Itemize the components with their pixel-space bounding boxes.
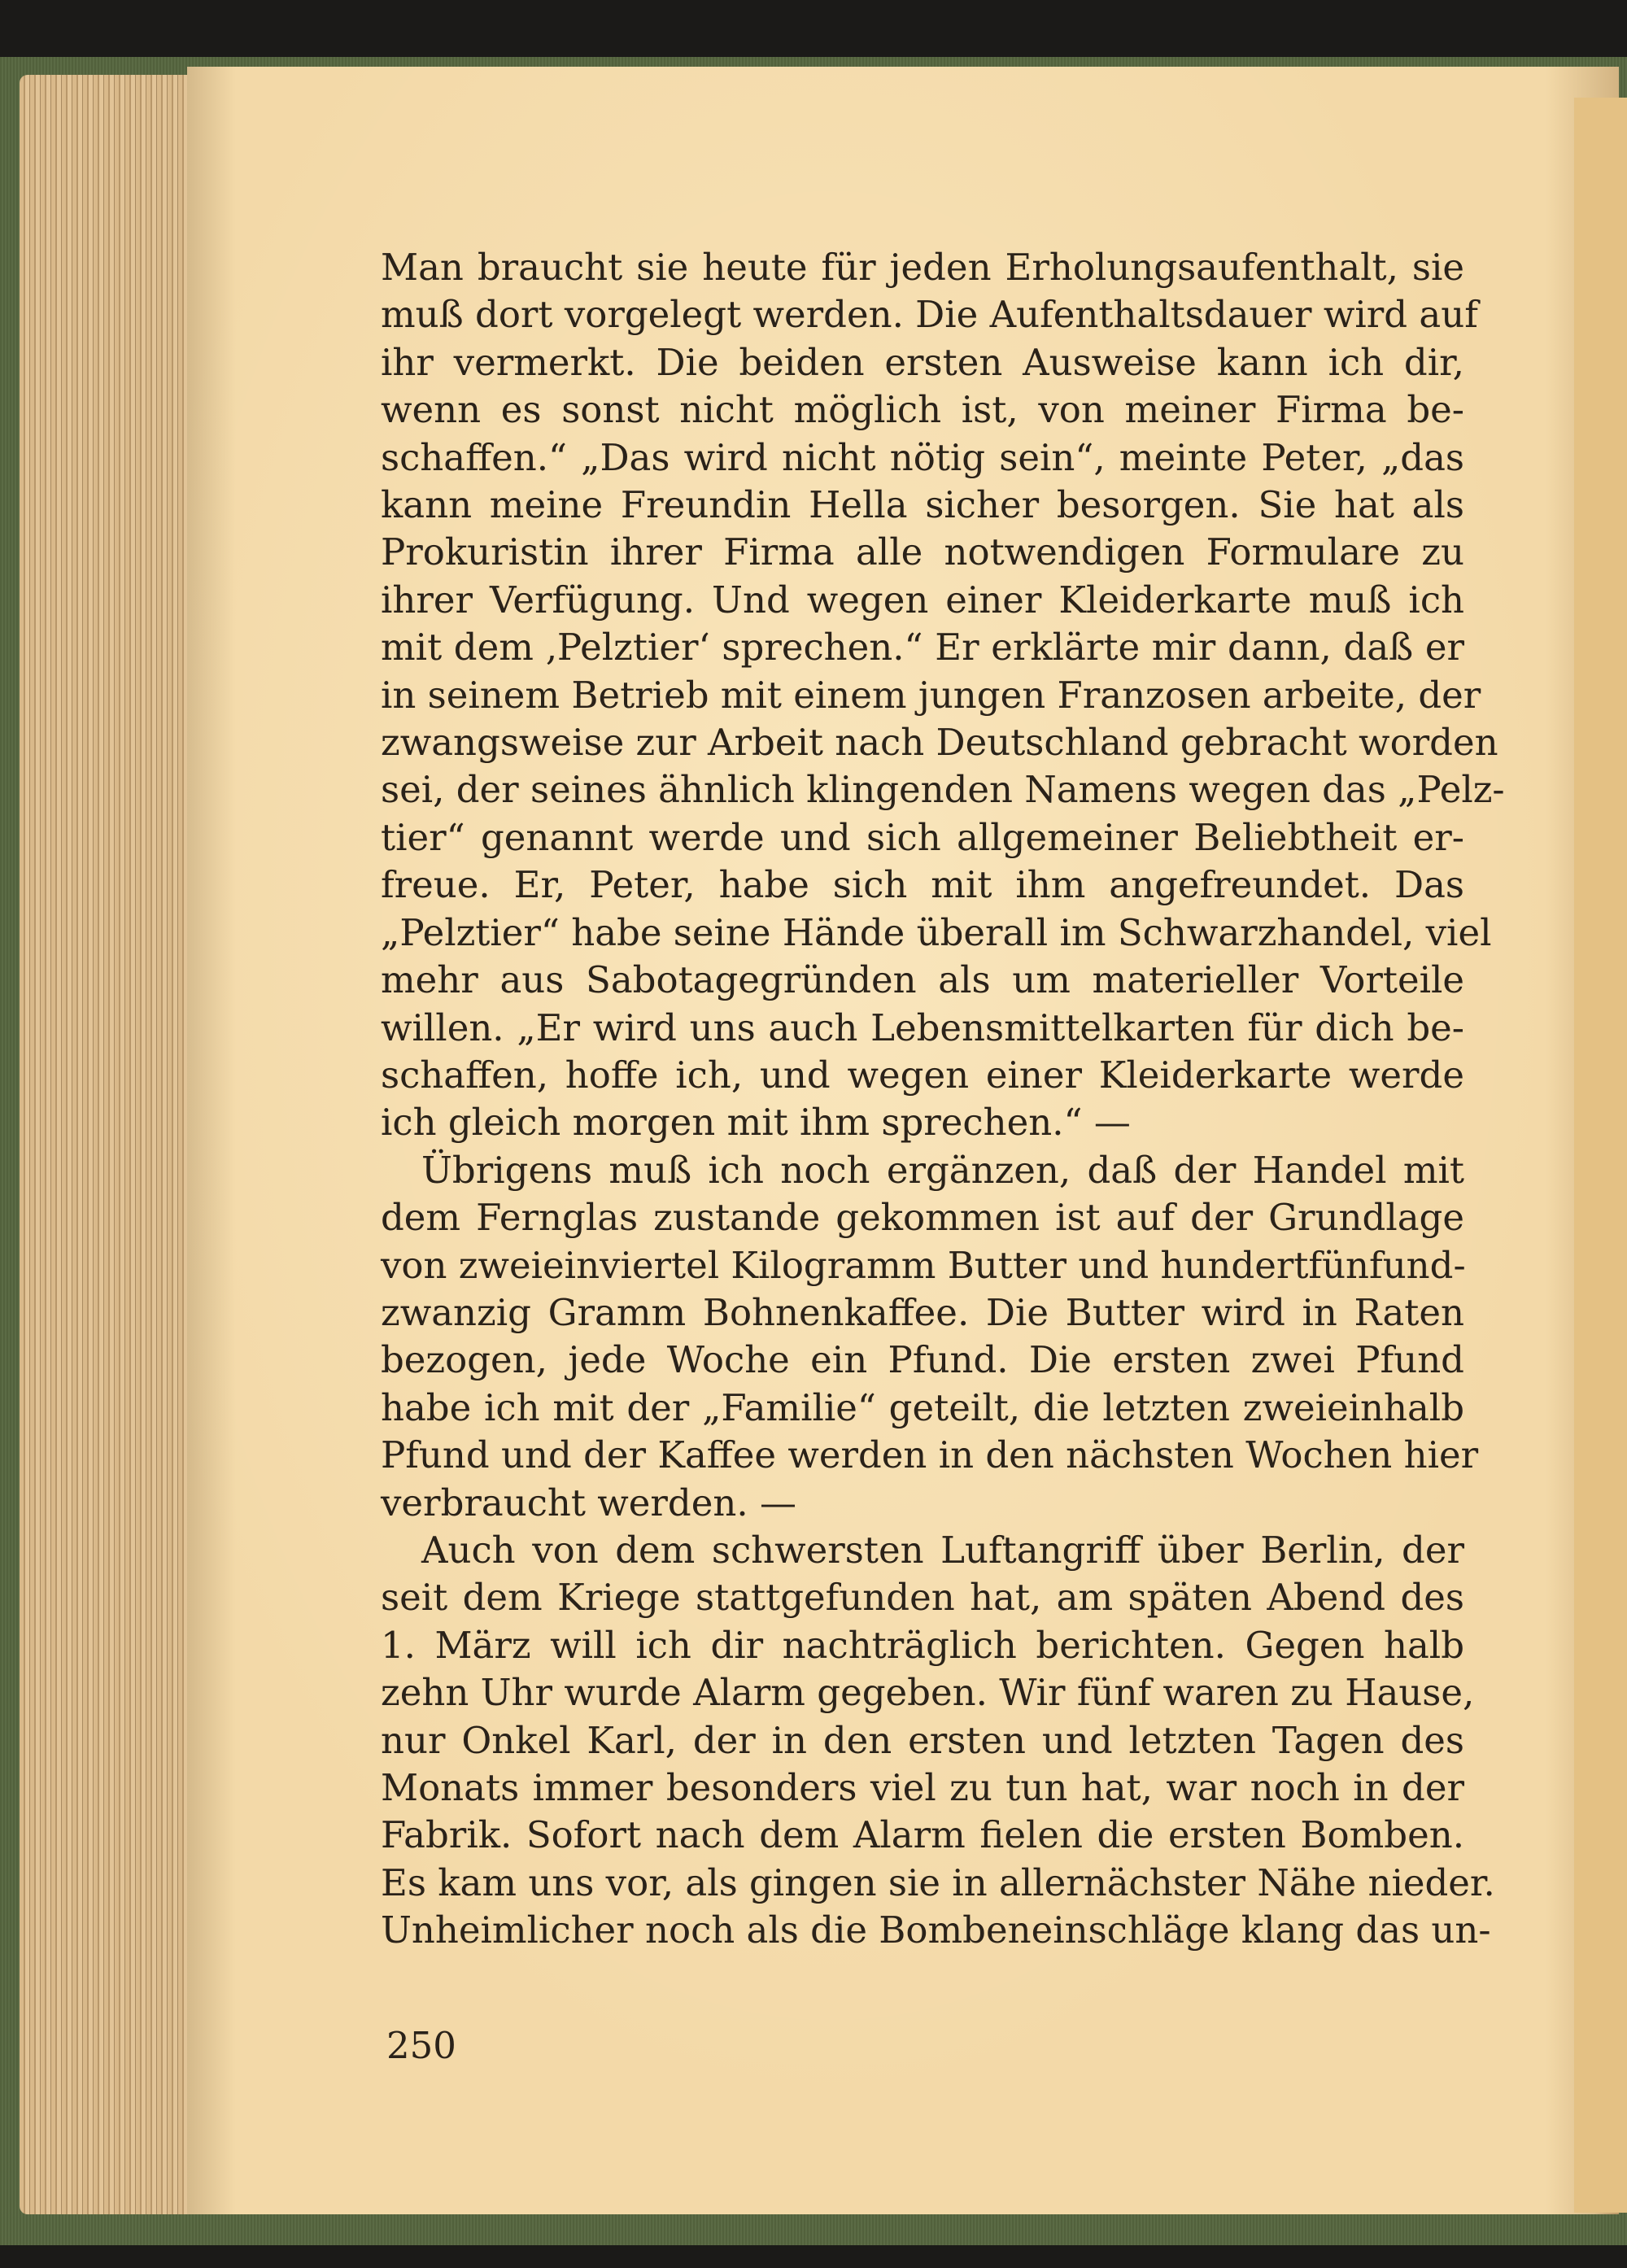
text-line: Fabrik. Sofort nach dem Alarm fielen die ersten Bomben.	[381, 1813, 1464, 1857]
text-line: Man braucht sie heute für jeden Erholungsaufenthalt, sie	[381, 246, 1464, 289]
text-line: mit dem ‚Pelztier‘ sprechen.“ Er erklärte mir dann, daß er	[381, 626, 1464, 669]
text-line: sei, der seines ähnlich klingenden Namens wegen das „Pelz-	[381, 768, 1505, 812]
page-number: 250	[386, 2024, 456, 2067]
text-line: freue. Er, Peter, habe sich mit ihm angefreundet. Das	[381, 863, 1464, 907]
text-line: nur Onkel Karl, der in den ersten und letzten Tagen des	[381, 1718, 1464, 1762]
text-line: in seinem Betrieb mit einem jungen Franzosen arbeite, der	[381, 673, 1481, 717]
text-line: schaffen, hoffe ich, und wegen einer Kleiderkarte werde	[381, 1053, 1464, 1097]
text-line: „Pelztier“ habe seine Hände überall im Schwarzhandel, viel	[381, 910, 1492, 954]
body-text	[381, 244, 1505, 1955]
text-line: zehn Uhr wurde Alarm gegeben. Wir fünf waren zu Hause,	[381, 1671, 1475, 1715]
text-line: 1. März will ich dir nachträglich berichten. Gegen halb	[381, 1623, 1464, 1667]
text-line: bezogen, jede Woche ein Pfund. Die ersten zwei Pfund	[381, 1338, 1464, 1382]
text-line: habe ich mit der „Familie“ geteilt, die letzten zweieinhalb	[381, 1385, 1464, 1429]
text-line: Übrigens muß ich noch ergänzen, daß der Handel mit	[421, 1148, 1464, 1192]
text-line: Pfund und der Kaffee werden in den nächsten Wochen hier	[381, 1433, 1479, 1477]
text-line: Unheimlicher noch als die Bombeneinschläge klang das un-	[381, 1908, 1491, 1952]
text-line: muß dort vorgelegt werden. Die Aufenthaltsdauer wird auf	[381, 293, 1478, 337]
text-line: wenn es sonst nicht möglich ist, von meiner Firma be-	[381, 388, 1464, 432]
text-line: tier“ genannt werde und sich allgemeiner Beliebtheit er-	[381, 815, 1464, 859]
text-line: mehr aus Sabotagegründen als um materieller Vorteile	[381, 958, 1464, 1002]
text-line: schaffen.“ „Das wird nicht nötig sein“, meinte Peter, „das	[381, 435, 1464, 479]
text-line: ihr vermerkt. Die beiden ersten Ausweise kann ich dir,	[381, 340, 1464, 384]
text-line: ihrer Verfügung. Und wegen einer Kleiderkarte muß ich	[381, 578, 1464, 622]
text-line: Prokuristin ihrer Firma alle notwendigen Formulare zu	[381, 530, 1464, 574]
text-line: verbraucht werden. —	[381, 1481, 796, 1524]
text-line: Es kam uns vor, als gingen sie in allernächster Nähe nieder.	[381, 1860, 1495, 1904]
text-line: von zweieinviertel Kilogramm Butter und hundertfünfund-	[381, 1243, 1466, 1287]
text-line: Monats immer besonders viel zu tun hat, war noch in der	[381, 1766, 1464, 1809]
text-line: kann meine Freundin Hella sicher besorgen. Sie hat als	[381, 483, 1464, 527]
text-line: willen. „Er wird uns auch Lebensmittelkarten für dich be-	[381, 1005, 1464, 1049]
text-line: zwanzig Gramm Bohnenkaffee. Die Butter wird in Raten	[381, 1290, 1464, 1334]
text-line: ich gleich morgen mit ihm sprechen.“ —	[381, 1101, 1131, 1145]
page-edges	[20, 75, 212, 2214]
text-line: dem Fernglas zustande gekommen ist auf der Grundlage	[381, 1196, 1464, 1240]
text-line: Auch von dem schwersten Luftangriff über Berlin, der	[421, 1528, 1464, 1572]
text-line: zwangsweise zur Arbeit nach Deutschland gebracht worden	[381, 721, 1498, 765]
text-line: seit dem Kriege stattgefunden hat, am späten Abend des	[381, 1576, 1464, 1620]
page-margin-strip	[1574, 98, 1627, 2213]
